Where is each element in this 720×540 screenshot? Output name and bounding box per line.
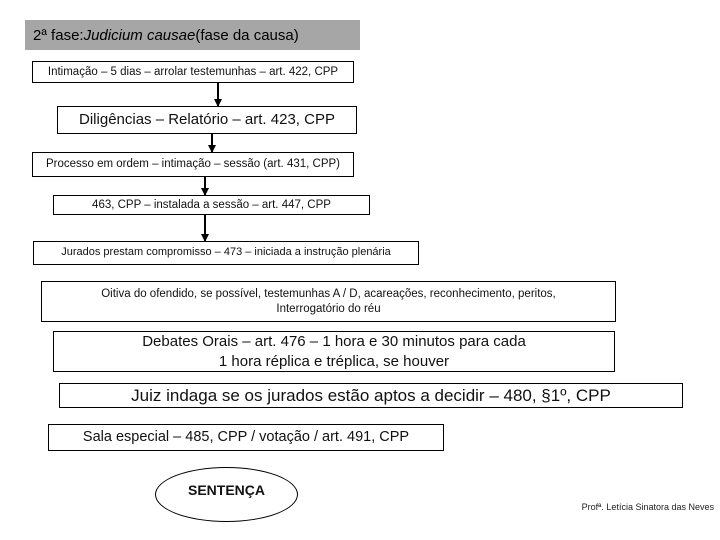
- title-italic: Judicium causae: [83, 26, 196, 44]
- step-processo-em-ordem: Processo em ordem – intimação – sessão (art. 431, CPP): [32, 152, 354, 177]
- step-oitiva: Oitiva do ofendido, se possível, testemunhas A / D, acareações, reconhecimento, peritos, Interrogatório do réu: [41, 281, 616, 322]
- author-credit: Profª. Letícia Sinatora das Neves: [581, 502, 714, 512]
- title-prefix: 2ª fase:: [33, 26, 84, 44]
- step-jurados-compromisso: Jurados prestam compromisso – 473 – iniciada a instrução plenária: [33, 241, 419, 265]
- step-debates-orais: Debates Orais – art. 476 – 1 hora e 30 minutos para cada 1 hora réplica e tréplica, se houver: [53, 331, 615, 372]
- step-juiz-indaga: Juiz indaga se os jurados estão aptos a decidir – 480, §1º, CPP: [59, 383, 683, 408]
- final-sentenca: SENTENÇA: [155, 467, 298, 522]
- step-instalada-sessao: 463, CPP – instalada a sessão – art. 447, CPP: [53, 195, 370, 215]
- step-sala-especial: Sala especial – 485, CPP / votação / art. 491, CPP: [48, 424, 444, 451]
- step-diligencias: Diligências – Relatório – art. 423, CPP: [57, 106, 357, 134]
- step-intimacao: Intimação – 5 dias – arrolar testemunhas – art. 422, CPP: [32, 61, 354, 83]
- title-suffix: (fase da causa): [195, 26, 299, 44]
